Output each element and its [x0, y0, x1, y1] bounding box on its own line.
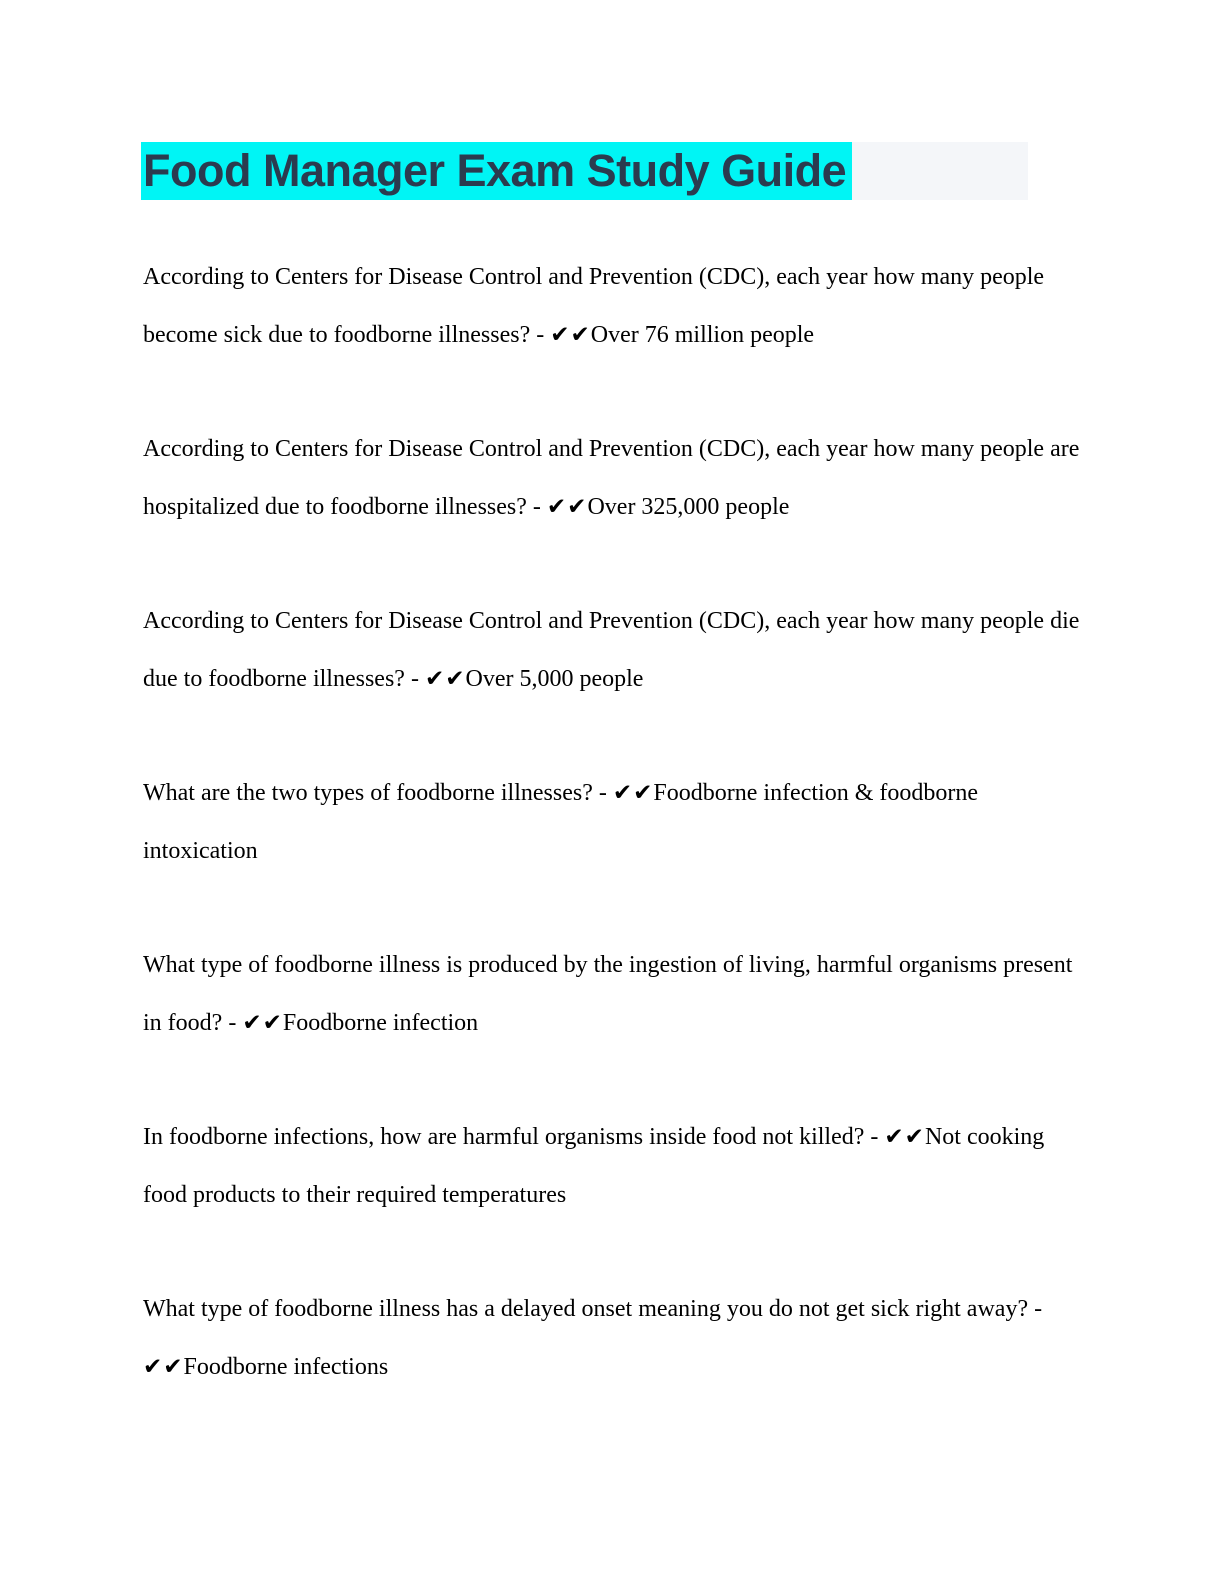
qa-separator: -: [592, 780, 613, 806]
qa-item: [143, 764, 1081, 880]
qa-checkmarks-icon: ✔✔: [143, 1354, 184, 1380]
qa-answer-text: Over 76 million people: [590, 322, 815, 348]
qa-answer-text: Foodborne infection & foodborne intoxication: [143, 780, 979, 864]
qa-separator: -: [404, 666, 425, 692]
qa-checkmarks-icon: ✔✔: [884, 1124, 925, 1150]
qa-separator: -: [1028, 1296, 1043, 1322]
qa-item: [143, 1280, 1081, 1396]
page-title: Food Manager Exam Study Guide: [143, 145, 847, 196]
title-highlight: [141, 142, 852, 200]
qa-checkmarks-icon: ✔✔: [546, 494, 588, 520]
qa-answer-text: Foodborne infections: [183, 1354, 389, 1380]
qa-item: [143, 936, 1081, 1052]
qa-checkmarks-icon: ✔✔: [424, 666, 466, 692]
qa-item: [143, 420, 1081, 536]
qa-item: [143, 1108, 1081, 1224]
qa-checkmarks-icon: ✔✔: [242, 1010, 283, 1036]
title-highlight-strip: [852, 142, 1028, 200]
qa-separator: -: [864, 1124, 885, 1150]
qa-separator: -: [530, 322, 551, 348]
qa-answer-text: Not cooking food products to their required temperatures: [143, 1124, 1045, 1208]
qa-question-text: According to Centers for Disease Control and Prevention (CDC), each year how many people are hospitalized due to foodborne illnesses?: [143, 436, 1080, 520]
qa-item: [143, 248, 1081, 364]
qa-question-text: According to Centers for Disease Control and Prevention (CDC), each year how many people die due to foodborne illnesses?: [143, 608, 1080, 692]
qa-separator: -: [222, 1010, 243, 1036]
qa-checkmarks-icon: ✔✔: [612, 780, 654, 806]
qa-question-text: What type of foodborne illness has a delayed onset meaning you do not get sick right away?: [143, 1296, 1029, 1322]
qa-checkmarks-icon: ✔✔: [550, 322, 591, 348]
qa-answer-text: Over 325,000 people: [587, 494, 790, 520]
qa-list: [143, 248, 1081, 1396]
qa-question-text: What type of foodborne illness is produced by the ingestion of living, harmful organisms present in food?: [143, 952, 1073, 1036]
qa-separator: -: [526, 494, 547, 520]
qa-answer-text: Foodborne infection: [282, 1010, 479, 1036]
qa-question-text: What are the two types of foodborne illnesses?: [143, 780, 593, 806]
qa-question-text: According to Centers for Disease Control and Prevention (CDC), each year how many people become sick due to foodborne illnesses?: [143, 264, 1045, 348]
qa-question-text: In foodborne infections, how are harmful organisms inside food not killed?: [143, 1124, 865, 1150]
qa-answer-text: Over 5,000 people: [465, 666, 644, 692]
qa-item: [143, 592, 1081, 708]
title-row: [143, 142, 1081, 200]
